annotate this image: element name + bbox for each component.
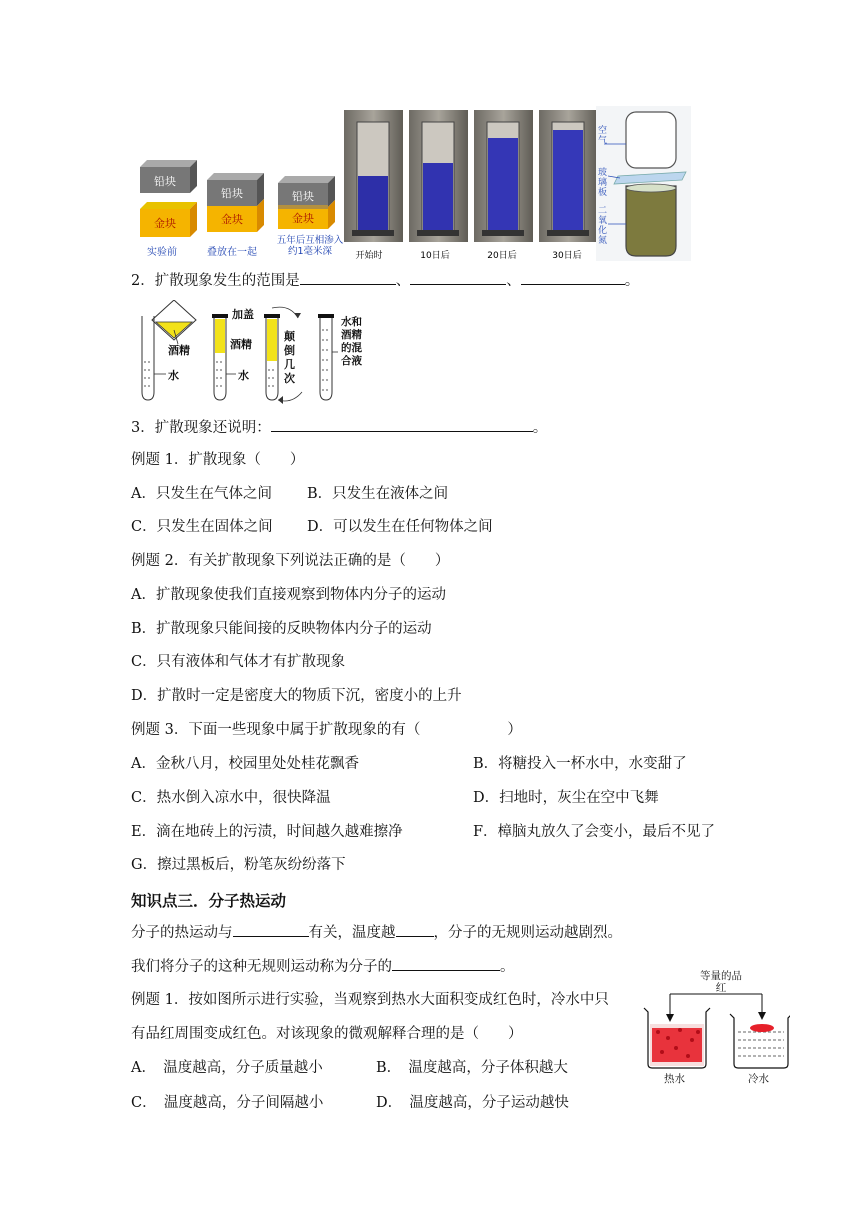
example-3-option-d[interactable]: D．扫地时，灰尘在空中飞舞 (473, 790, 659, 806)
q2-sep-1: 、 (395, 273, 411, 289)
example-4-option-b[interactable]: B． 温度越高，分子体积越大 (376, 1060, 568, 1076)
photo-10-days (409, 110, 468, 242)
s3-l2-b: 。 (500, 959, 515, 975)
tube1-water-label: 水 (168, 369, 179, 382)
lead-gold-blocks-figure (135, 155, 345, 260)
mixture-label: 水和酒精的混合液 (341, 316, 362, 367)
example-3-option-b[interactable]: B．将糖投入一杯水中，水变甜了 (473, 756, 687, 772)
example-2-option-d[interactable]: D．扩散时一定是密度大的物质下沉，密度小的上升 (131, 688, 462, 704)
example-3-option-a[interactable]: A．金秋八月，校园里处处桂花飘香 (131, 756, 359, 772)
tube2-alcohol-label: 酒精 (230, 338, 252, 351)
photo-start (344, 110, 403, 242)
example-2-stem: 例题 2．有关扩散现象下列说法正确的是（ ） (131, 553, 450, 569)
gold-label-1: 金块 (154, 217, 176, 230)
hot-water-beaker (644, 1008, 710, 1068)
caption-before: 实验前 (147, 247, 177, 258)
gas-jar-diagram (596, 106, 691, 261)
photo-30-days (539, 110, 598, 242)
example-1-option-d[interactable]: D．可以发生在任何物体之间 (307, 519, 493, 535)
test-tube-figure (132, 300, 372, 406)
cylinder-caption-20: 20日后 (487, 251, 517, 261)
lead-label-2: 铅块 (221, 187, 243, 200)
s3-l1-b: 有关，温度越 (308, 925, 396, 941)
example-2-option-b[interactable]: B．扩散现象只能间接的反映物体内分子的运动 (131, 621, 432, 637)
cylinder-caption-start: 开始时 (355, 251, 383, 261)
example-3-option-c[interactable]: C．热水倒入凉水中，很快降温 (131, 790, 331, 806)
gold-label-3: 金块 (292, 212, 314, 225)
caption-stacked: 叠放在一起 (207, 247, 257, 258)
q3-blank[interactable] (271, 417, 533, 432)
cylinder-caption-10: 10日后 (420, 251, 450, 261)
equal-pinkred-label: 等量的品红 (700, 970, 742, 994)
gold-label-2: 金块 (221, 213, 243, 226)
q2-end: 。 (624, 273, 640, 289)
example-1-option-c[interactable]: C．只发生在固体之间 (131, 519, 273, 535)
gas-jar-figure (596, 106, 691, 261)
hot-water-label: 热水 (664, 1073, 685, 1085)
tube2-water-label: 水 (238, 369, 249, 382)
s3-blank-higher[interactable] (396, 922, 434, 937)
lead-label-3: 铅块 (292, 190, 314, 203)
q2-blank-1[interactable] (300, 270, 396, 285)
example-1-stem: 例题 1．扩散现象（ ） (131, 452, 305, 468)
example-1-option-a[interactable]: A．只发生在气体之间 (131, 486, 272, 502)
q3-end: 。 (532, 420, 548, 436)
example-3-stem: 例题 3．下面一些现象中属于扩散现象的有（ ） (131, 722, 522, 738)
cylinder-caption-30: 30日后 (552, 251, 582, 261)
s3-l1-c: ，分子的无规则运动越剧烈。 (433, 925, 622, 941)
section-3-line-2 (131, 956, 515, 977)
q2-blank-3[interactable] (521, 270, 625, 285)
photo-20-days (474, 110, 533, 242)
q2-blank-2[interactable] (410, 270, 506, 285)
s3-l1-a: 分子的热运动与 (131, 925, 233, 941)
tube-with-cap (212, 314, 236, 400)
example-3-option-e[interactable]: E．滴在地砖上的污渍，时间越久越难擦净 (131, 824, 403, 840)
example-4-option-c[interactable]: C． 温度越高，分子间隔越小 (131, 1095, 324, 1111)
cold-water-beaker (730, 1014, 790, 1068)
q3-prefix: 3．扩散现象还说明： (131, 420, 271, 436)
air-label: 空气 (598, 126, 608, 146)
section-3-title: 知识点三．分子热运动 (131, 892, 287, 910)
example-1-option-b[interactable]: B．只发生在液体之间 (307, 486, 449, 502)
section-3-line-1 (131, 922, 622, 943)
funnel-alcohol-label: 酒精 (168, 344, 190, 357)
no2-label: 二氧化氮 (598, 206, 608, 246)
example-2-option-c[interactable]: C．只有液体和气体才有扩散现象 (131, 654, 346, 670)
s3-blank-thermal-motion[interactable] (392, 956, 500, 971)
invert-label: 颠倒几次 (284, 330, 295, 385)
q2-sep-2: 、 (506, 273, 521, 289)
example-4-option-d[interactable]: D． 温度越高，分子运动越快 (376, 1095, 569, 1111)
tube-mixture (318, 314, 338, 400)
cold-water-label: 冷水 (748, 1073, 769, 1085)
add-cap-label: 加盖 (232, 308, 254, 321)
s3-l2-a: 我们将分子的这种无规则运动称为分子的 (131, 959, 392, 975)
s3-blank-temperature[interactable] (233, 922, 309, 937)
q2-prefix: 2．扩散现象发生的范围是 (131, 273, 300, 289)
question-3 (131, 417, 547, 438)
example-3-option-f[interactable]: F．樟脑丸放久了会变小，最后不见了 (473, 824, 716, 840)
example-4-option-a[interactable]: A． 温度越高，分子质量越小 (131, 1060, 323, 1076)
cylinder-photos (342, 108, 604, 263)
beaker-figure (640, 968, 790, 1088)
glass-plate-label: 玻璃板 (598, 168, 608, 198)
question-2 (131, 270, 639, 291)
lead-label-1: 铅块 (154, 175, 176, 188)
example-2-option-a[interactable]: A．扩散现象使我们直接观察到物体内分子的运动 (131, 587, 446, 603)
caption-after: 五年后互相渗入约1毫米深 (276, 235, 344, 257)
cylinder-diffusion-figure (342, 108, 604, 263)
example-4-stem-2: 有品红周围变成红色。对该现象的微观解释合理的是（ ） (131, 1026, 523, 1042)
example-4-stem-1: 例题 1．按如图所示进行实验，当观察到热水大面积变成红色时，冷水中只 (131, 992, 609, 1008)
example-3-option-g[interactable]: G．擦过黑板后，粉笔灰纷纷落下 (131, 857, 346, 873)
